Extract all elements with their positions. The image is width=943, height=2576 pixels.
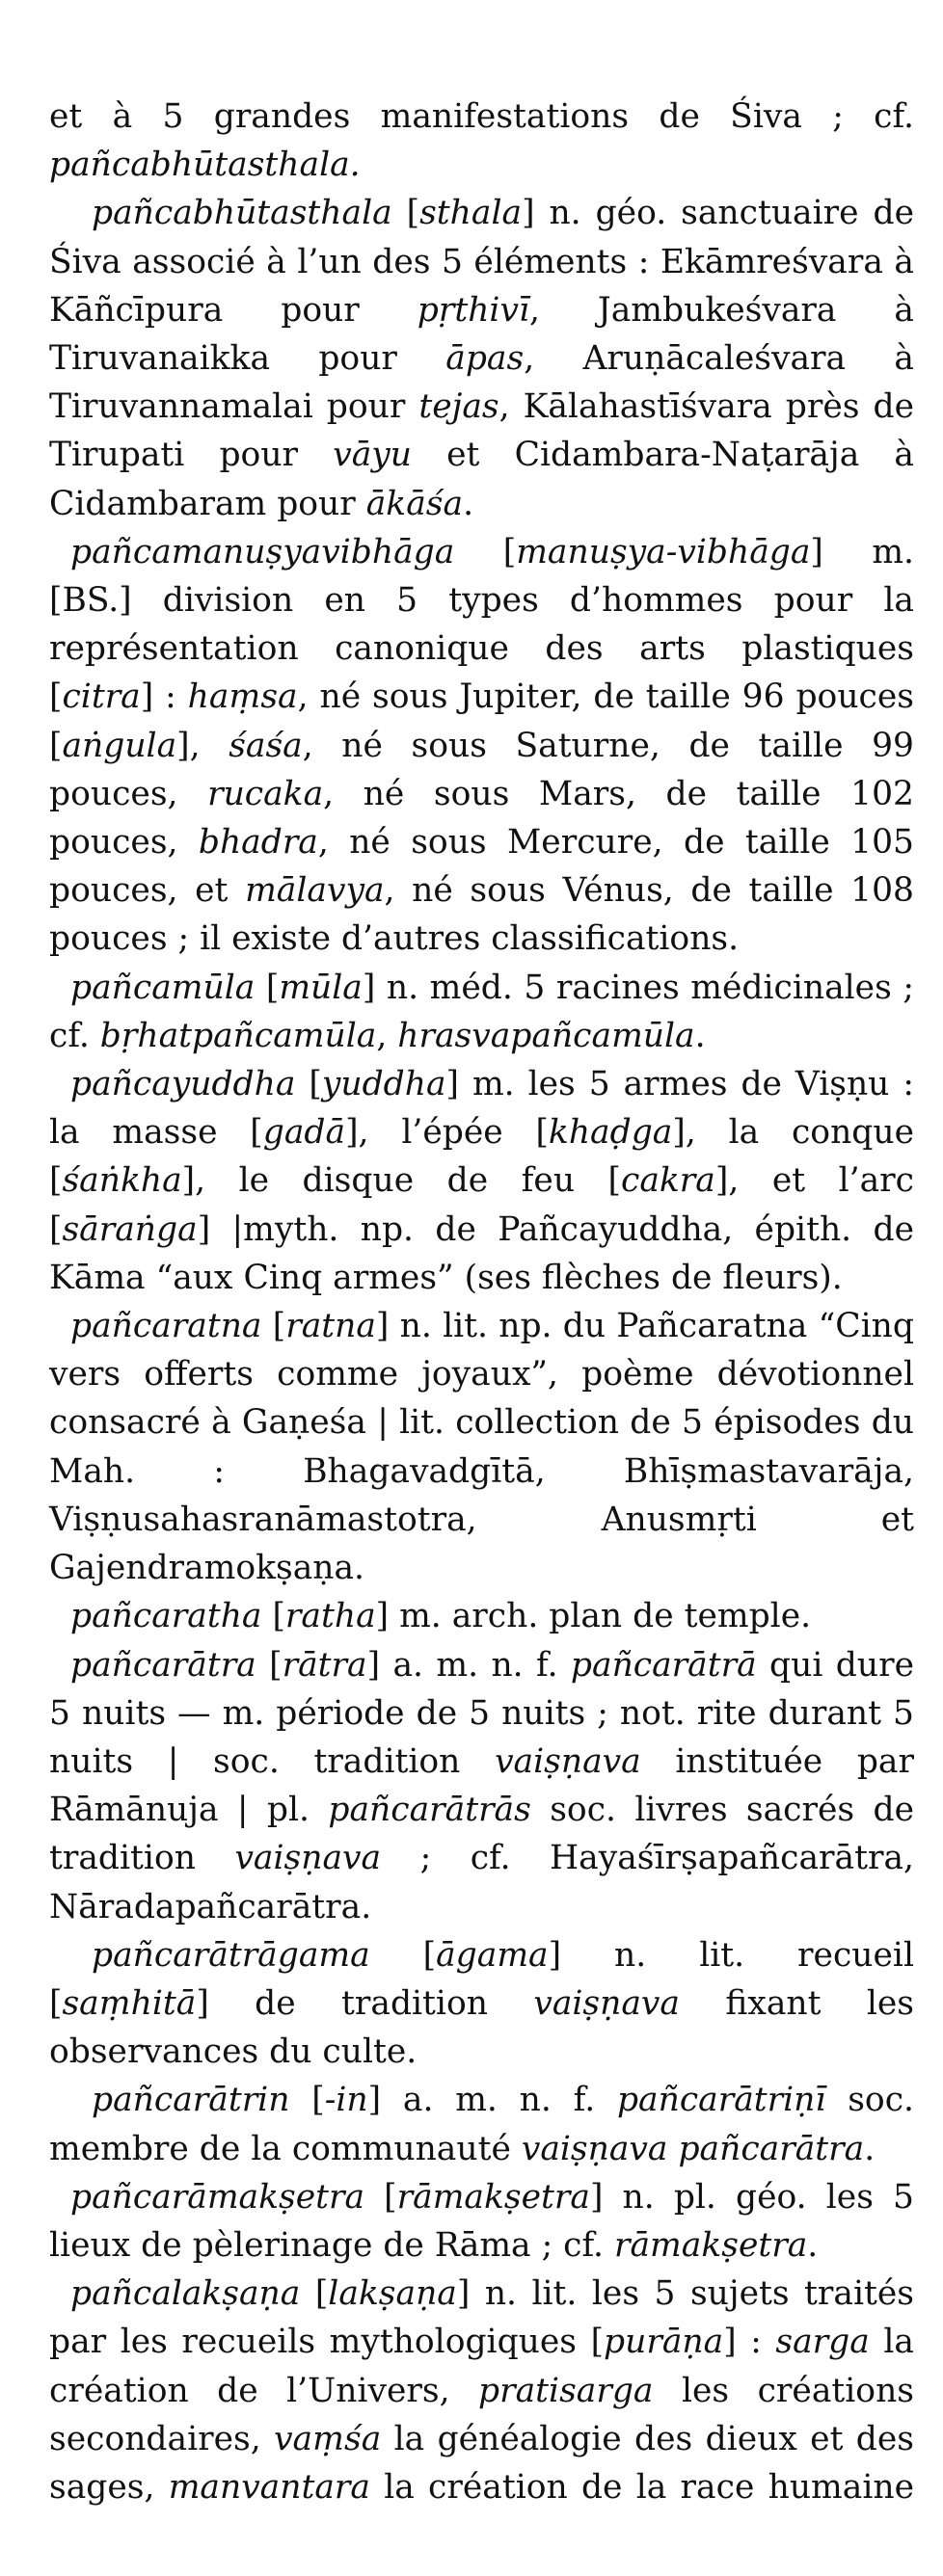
entry-text: [ xyxy=(295,1065,322,1104)
italic-term: manvantara xyxy=(168,2467,370,2507)
dictionary-entry-pancalaksana xyxy=(49,2270,914,2511)
entry-text: la création de la race humaine xyxy=(369,2467,914,2507)
entry-text: [ xyxy=(364,2177,397,2217)
italic-term: āgama xyxy=(436,1935,549,1975)
entry-text: ] m. [BS.] division en 5 types d’hommes pour la représentation canonique des arts plastiques [ xyxy=(49,532,914,717)
entry-text: fixant les observances du culte. xyxy=(49,1983,914,2072)
dictionary-entry-pancaratha xyxy=(49,1592,914,1640)
dictionary-entry-pancaratrin xyxy=(49,2076,914,2172)
entry-text: ] n. géo. sanctuaire de Śiva associé à l’un des 5 éléments : Ekāmreśvara à Kāñcīpura pour xyxy=(49,194,914,330)
dictionary-entry-pancaramaksetra xyxy=(49,2173,914,2270)
italic-term: ratna xyxy=(285,1307,376,1346)
italic-term: pañcarātrā xyxy=(570,1645,757,1685)
italic-term: rātra xyxy=(282,1645,367,1685)
italic-term: cakra xyxy=(621,1161,715,1201)
entry-text: soc. membre de la communauté xyxy=(49,2081,914,2168)
entry-headword: pañcamūla xyxy=(70,968,256,1007)
dictionary-entry-pancamanusyavibhaga xyxy=(49,528,914,964)
entry-headword: pañcamanuṣyavibhāga xyxy=(70,532,455,571)
italic-term: haṃsa xyxy=(187,677,298,717)
entry-text: ] n. méd. 5 racines médicinales ; cf. xyxy=(49,968,914,1055)
italic-term: pañcarātrās xyxy=(328,1791,531,1830)
entry-text: qui dure 5 nuits — m. période de 5 nuits ; not. rite durant 5 nuits | soc. tradition xyxy=(49,1645,914,1781)
entry-text: ], la conque [ xyxy=(49,1113,915,1201)
entry-text: , né sous Saturne, de taille 99 pouces, xyxy=(49,726,914,813)
entry-text: ] a. m. n. f. xyxy=(367,2081,617,2120)
dictionary-entry-pancaratra xyxy=(49,1641,914,1931)
entry-text: [ xyxy=(300,2274,329,2314)
entry-text: et à 5 grandes manifestations de Śiva ; cf. xyxy=(49,97,914,136)
entry-text: [ xyxy=(369,1935,437,1975)
italic-term: vaiṣṇava xyxy=(533,1983,680,2023)
italic-term: manuṣya-vibhāga xyxy=(516,532,811,571)
entry-text: [ xyxy=(255,968,280,1007)
entry-headword: pañcarātrin xyxy=(92,2081,290,2120)
italic-term: bhadra xyxy=(198,823,318,863)
italic-term: śaśa xyxy=(229,726,303,765)
italic-term: mālavya xyxy=(245,871,385,911)
entry-headword: pañcarāmakṣetra xyxy=(70,2177,365,2217)
entry-text: . xyxy=(463,484,474,523)
dictionary-entry-pancayuddha xyxy=(49,1060,914,1302)
dictionary-entry-pancaratragama xyxy=(49,1931,914,2077)
entry-text: [ xyxy=(261,1597,285,1636)
italic-term: citra xyxy=(62,677,141,717)
dictionary-entry-pancabhutasthala xyxy=(49,189,914,527)
entry-headword: pañcarātra xyxy=(70,1645,256,1685)
italic-term: rāmakṣetra xyxy=(613,2225,808,2265)
entry-text: , Aruṇācaleśvara à Tiruvannamalai pour xyxy=(49,339,914,427)
italic-term: rucaka xyxy=(207,774,324,813)
entry-text: ] |myth. np. de Pañcayuddha, épith. de Kāma “aux Cinq armes” (ses flèches de fleurs). xyxy=(49,1209,914,1297)
entry-headword: pañcarātrāgama xyxy=(92,1935,370,1975)
dictionary-entry-pancamula xyxy=(49,964,914,1060)
italic-term: sthala xyxy=(419,194,523,233)
entry-text: , né sous Mercure, de taille 105 pouces, et xyxy=(49,823,915,911)
entry-text: la généalogie des dieux et des sages, xyxy=(49,2419,914,2507)
italic-term: pañcabhūtasthala. xyxy=(49,146,361,185)
italic-term: lakṣaṇa xyxy=(328,2274,457,2314)
italic-term: yuddha xyxy=(321,1065,446,1104)
italic-term: sāraṅga xyxy=(62,1209,198,1249)
entry-text: instituée par Rāmānuja | pl. xyxy=(49,1741,914,1830)
entry-text: les créations secondaires, xyxy=(49,2371,915,2458)
italic-term: ākāśa xyxy=(365,484,464,523)
entry-text: [ xyxy=(289,2081,325,2120)
entry-text: [ xyxy=(256,1645,283,1685)
entry-text: ], le disque de feu [ xyxy=(181,1161,622,1201)
entry-text: , né sous Vénus, de taille 108 pouces ; il existe d’autres classifications. xyxy=(49,871,914,959)
italic-term: saṃhitā xyxy=(62,1983,197,2023)
entry-text: ] a. m. n. f. xyxy=(366,1645,571,1685)
entry-headword: pañcalakṣaṇa xyxy=(70,2274,301,2314)
entry-text: et Cidambara-Naṭarāja à Cidambaram pour xyxy=(49,436,914,523)
italic-term: vaiṣṇava xyxy=(234,1839,382,1878)
entry-text: ] n. lit. np. du Pañcaratna “Cinq vers offerts comme joyaux”, poème dévotionnel consacré à Gaṇeśa | lit. collection de 5 épisodes du Mah. : Bhagavadgītā, Bhīṣmastavarāja, Viṣṇusahasranāmastotra, Anusmṛti et Gajendramokṣaṇa. xyxy=(49,1307,914,1588)
entry-headword: pañcaratna xyxy=(70,1307,262,1346)
entry-text: ] : xyxy=(140,677,188,717)
italic-term: hrasvapañcamūla xyxy=(397,1016,695,1055)
entry-text: ] m. arch. plan de temple. xyxy=(375,1597,812,1636)
entry-text: , né sous Jupiter, de taille 96 pouces [ xyxy=(49,677,914,765)
italic-term: vāyu xyxy=(333,436,412,475)
entry-text: [ xyxy=(261,1307,286,1346)
entry-text: ] m. les 5 armes de Viṣṇu : la masse [ xyxy=(49,1065,914,1153)
entry-text: ] de tradition xyxy=(196,1983,534,2023)
italic-term: tejas xyxy=(418,387,499,427)
italic-term: khaḍga xyxy=(548,1113,673,1153)
italic-term: purāṇa xyxy=(604,2323,724,2362)
entry-text: . xyxy=(864,2129,876,2168)
italic-term: vaiṣṇava pañcarātra xyxy=(521,2129,865,2168)
italic-term: rāmakṣetra xyxy=(396,2177,590,2217)
entry-headword: pañcaratha xyxy=(70,1597,262,1636)
italic-term: ratha xyxy=(284,1597,376,1636)
italic-term: -in xyxy=(324,2081,368,2120)
entry-text: ] n. lit. recueil [ xyxy=(49,1935,914,2023)
entry-text: [ xyxy=(391,194,420,233)
entry-text: , xyxy=(376,1016,398,1055)
entry-text: soc. livres sacrés de tradition xyxy=(49,1791,915,1878)
dictionary-entry-continuation xyxy=(49,93,914,189)
entry-text: ] : xyxy=(723,2323,776,2362)
entry-text: . xyxy=(694,1016,706,1055)
italic-term: vaṃśa xyxy=(274,2419,382,2458)
entry-text: [ xyxy=(454,532,517,571)
italic-term: āpas xyxy=(445,339,525,379)
entry-text: , Kālahastīśvara près de Tirupati pour xyxy=(49,387,914,475)
entry-text: ] n. pl. géo. les 5 lieux de pèlerinage de Rāma ; cf. xyxy=(49,2177,914,2265)
dictionary-entry-pancaratna xyxy=(49,1302,914,1592)
entry-text: ], et l’arc [ xyxy=(49,1161,914,1249)
italic-term: mūla xyxy=(279,968,363,1007)
italic-term: pañcarātriṇī xyxy=(616,2081,826,2120)
entry-headword: pañcabhūtasthala xyxy=(92,194,392,233)
entry-headword: pañcayuddha xyxy=(70,1065,296,1104)
entry-text: ] n. lit. les 5 sujets traités par les recueils mythologiques [ xyxy=(49,2274,914,2362)
italic-term: aṅgula xyxy=(62,726,177,765)
italic-term: vaiṣṇava xyxy=(495,1741,641,1781)
entry-text: , né sous Mars, de taille 102 pouces, xyxy=(49,774,915,863)
italic-term: bṛhatpañcamūla xyxy=(99,1016,377,1055)
italic-term: pratisarga xyxy=(478,2371,654,2410)
italic-term: śaṅkha xyxy=(62,1161,182,1201)
entry-text: , Jambukeśvara à Tiruvanaikka pour xyxy=(49,290,914,379)
italic-term: pṛthivī xyxy=(417,290,529,330)
italic-term: sarga xyxy=(775,2323,870,2362)
italic-term: gadā xyxy=(262,1113,346,1153)
entry-text: ; cf. Hayaśīrṣapañcarātra, Nāradapañcarātra. xyxy=(49,1839,914,1926)
entry-text: la création de l’Univers, xyxy=(49,2323,914,2410)
entry-text: ], l’épée [ xyxy=(345,1113,549,1153)
entry-text: ], xyxy=(176,726,229,765)
entry-text: . xyxy=(807,2225,819,2265)
